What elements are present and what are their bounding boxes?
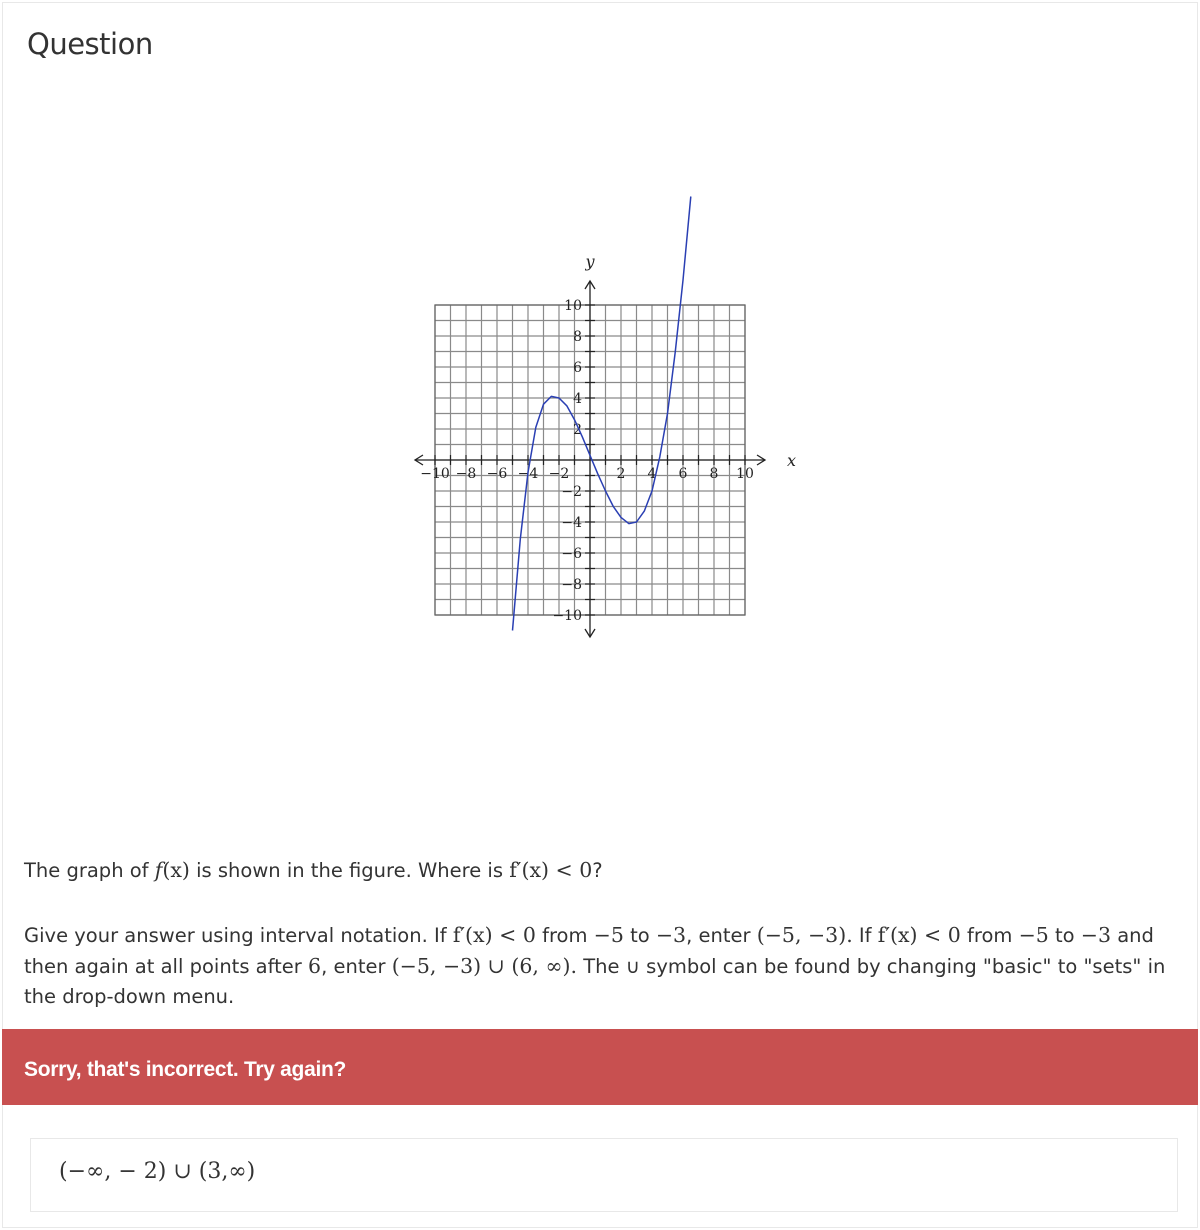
prompt-text-3: ? [592, 859, 603, 882]
x-tick-label: 4 [647, 466, 657, 482]
x-tick-label: 8 [709, 466, 719, 482]
y-tick-label: −2 [561, 484, 582, 500]
function-graph [240, 75, 960, 835]
instr-text: , enter [686, 924, 757, 947]
y-tick-label: 2 [573, 422, 582, 438]
question-heading: Question [27, 27, 153, 61]
instr-math: (−5, −3). [756, 923, 853, 947]
prompt-math-arg: (x) [162, 858, 190, 882]
question-prompt [24, 858, 603, 882]
feedback-banner [2, 1029, 1198, 1105]
instr-math: f′(x) < 0 [452, 923, 536, 947]
x-tick-label: −6 [486, 466, 508, 482]
y-tick-label: −6 [561, 546, 582, 562]
instr-math: −5 [1018, 923, 1049, 947]
instr-text: from [960, 924, 1019, 947]
y-tick-label: −10 [552, 608, 582, 624]
y-tick-label: 4 [573, 391, 582, 407]
instr-union-symbol: ∪ [625, 955, 640, 978]
instr-text: , enter [321, 955, 392, 978]
answer-value: (−∞, − 2) ∪ (3,∞) [59, 1159, 256, 1184]
instr-math: −3 [1080, 923, 1112, 947]
x-tick-label: −2 [548, 466, 570, 482]
y-tick-label: 8 [573, 329, 582, 345]
x-tick-label: −8 [455, 466, 477, 482]
instr-text: to [623, 924, 656, 947]
question-instructions [24, 920, 1184, 1012]
x-tick-label: 2 [616, 466, 626, 482]
instr-math: f′(x) < 0 [877, 923, 961, 947]
instr-math: 6 [308, 954, 322, 978]
instr-text: Give your answer using interval notation. If [24, 924, 453, 947]
prompt-text-1: The graph of [24, 859, 155, 882]
instr-text: from [535, 924, 594, 947]
instr-text: If [852, 924, 878, 947]
x-tick-label: −4 [517, 466, 539, 482]
instr-text: to [1048, 924, 1081, 947]
prompt-math-f: f [154, 858, 163, 882]
x-axis-label: x [787, 451, 797, 470]
x-tick-label: −10 [420, 466, 450, 482]
instr-math: (−5, −3) ∪ (6, ∞). [391, 954, 578, 978]
x-tick-label: 6 [678, 466, 688, 482]
instr-text: The [577, 955, 626, 978]
y-tick-label: −4 [561, 515, 582, 531]
x-tick-label: 10 [736, 466, 754, 482]
instr-text: symbol can be found by changing "basic" to "sets" in the drop-down menu. [24, 955, 1166, 1008]
y-tick-label: 10 [564, 298, 582, 314]
instr-text: and then again at all points after [24, 924, 1154, 978]
y-tick-label: −8 [561, 577, 582, 593]
prompt-math-fprime: f′(x) < 0 [509, 858, 593, 882]
instr-math: −5 [593, 923, 624, 947]
instr-math: −3 [655, 923, 687, 947]
prompt-text-2: is shown in the figure. Where is [189, 859, 510, 882]
answer-input[interactable] [30, 1138, 1178, 1212]
y-axis-label: y [585, 252, 595, 271]
y-tick-label: 6 [573, 360, 582, 376]
feedback-message: Sorry, that's incorrect. Try again? [24, 1058, 347, 1081]
